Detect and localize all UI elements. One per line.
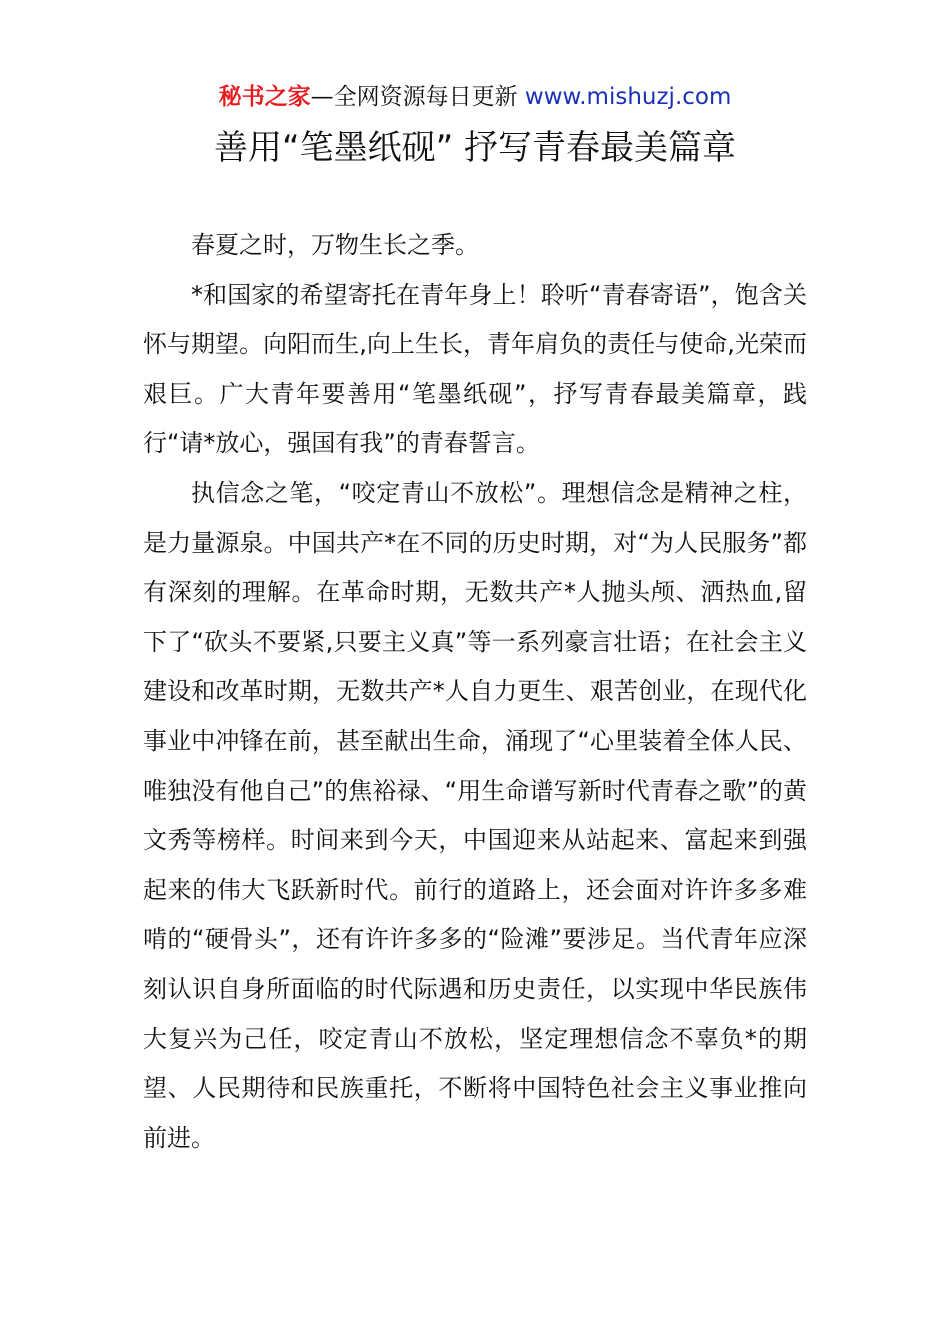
site-brand: 秘书之家: [218, 84, 311, 110]
site-url[interactable]: www.mishuzj.com: [524, 84, 732, 110]
site-tagline: —全网资源每日更新: [310, 84, 525, 110]
paragraph-1: 春夏之时，万物生长之季。: [191, 231, 479, 259]
site-header: [0, 80, 950, 114]
paragraph-3: 执信念之笔，“咬定青山不放松”。理想信念是精神之柱，是力量源泉。中国共产*在不同的历史时期，对“为人民服务”都有深刻的理解。在革命时期，无数共产*人抛头颅、洒热血,留下了“砍头不要紧,只要主义真”等一系列豪言壮语；在社会主义建设和改革时期，无数共产*人自力更生、艰苦创业，在现代化事业中冲锋在前，甚至献出生命，涌现了“心里装着全体人民、唯独没有他自己”的焦裕禄、“用生命谱写新时代青春之歌”的黄文秀等榜样。时间来到今天，中国迎来从站起来、富起来到强起来的伟大飞跃新时代。前行的道路上，还会面对许许多多难啃的“硬骨头”，还有许许多多的“险滩”要涉足。当代青年应深刻认识自身所面临的时代际遇和历史责任，以实现中华民族伟大复兴为己任，咬定青山不放松，坚定理想信念不辜负*的期望、人民期待和民族重托，不断将中国特色社会主义事业推向前进。: [143, 478, 807, 1152]
paragraph-2: *和国家的希望寄托在青年身上！聆听“青春寄语”，饱含关怀与期望。向阳而生,向上生长，青年肩负的责任与使命,光荣而艰巨。广大青年要善用“笔墨纸砚”，抒写青春最美篇章，践行“请*放心，强国有我”的青春誓言。: [143, 280, 807, 458]
document-body: [143, 221, 807, 1163]
document-title: 善用“笔墨纸砚” 抒写青春最美篇章: [213, 128, 737, 168]
